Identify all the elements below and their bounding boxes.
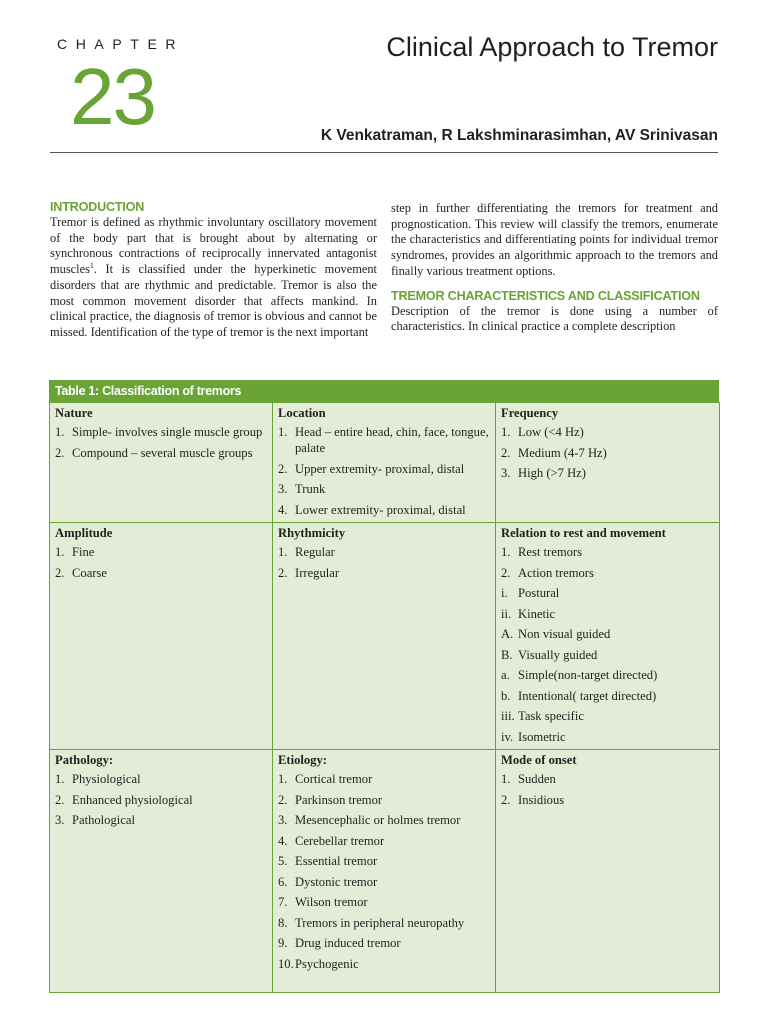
table-cell: [50, 523, 273, 750]
list-marker: 1.: [55, 545, 65, 559]
list-item-text: Drug induced tremor: [295, 936, 401, 950]
list-marker: 2.: [278, 792, 288, 807]
cell-list: [50, 771, 272, 828]
left-column: [50, 199, 377, 341]
table-cell: [50, 403, 273, 523]
list-marker: 1.: [55, 772, 65, 786]
table-cell: [50, 750, 273, 993]
list-item: [273, 894, 495, 910]
list-item-text: Tremors in peripheral neuropathy: [295, 915, 465, 930]
list-item: [273, 915, 495, 931]
list-item-text: Pathological: [72, 813, 135, 827]
list-marker: 1.: [278, 425, 288, 439]
list-item: [273, 461, 495, 477]
list-marker: 2.: [55, 445, 65, 460]
list-item: [273, 771, 495, 787]
list-item-text: Kinetic: [518, 606, 556, 621]
list-marker: 2.: [55, 565, 65, 580]
table-cell: [273, 750, 496, 993]
list-marker: 2.: [278, 461, 288, 476]
list-item: [273, 935, 495, 951]
tremor-table: [49, 402, 720, 993]
list-marker: 1.: [501, 772, 511, 786]
list-item: [496, 424, 719, 440]
list-item: [496, 585, 719, 601]
list-marker: 1.: [278, 772, 288, 786]
list-item-text: Dystonic tremor: [295, 874, 378, 889]
list-item: [273, 956, 495, 972]
table-caption: Table 1: Classification of tremors: [49, 380, 719, 402]
list-marker: 2.: [55, 792, 65, 807]
table-cell: [496, 403, 720, 523]
list-item: [496, 708, 719, 724]
list-item-text: Lower extremity- proximal, distal: [295, 502, 466, 517]
list-item-text: Mesencephalic or holmes tremor: [295, 813, 461, 827]
table-cell: [496, 750, 720, 993]
list-marker: 3.: [501, 466, 511, 480]
list-item-text: Cortical tremor: [295, 772, 373, 786]
cell-heading: Pathology:: [55, 753, 114, 767]
list-item-text: High (>7 Hz): [518, 466, 586, 480]
list-item: [273, 502, 495, 518]
table-cell: [273, 403, 496, 523]
list-item-text: Irregular: [295, 565, 340, 580]
list-item: [273, 544, 495, 560]
list-item: [50, 565, 272, 581]
list-item-text: Isometric: [518, 729, 566, 744]
list-marker: 4.: [278, 833, 288, 848]
list-marker: i.: [501, 586, 508, 600]
list-item-text: Enhanced physiological: [72, 792, 193, 807]
list-marker: 3.: [278, 482, 288, 496]
list-item-text: Fine: [72, 545, 95, 559]
list-marker: 1.: [501, 545, 511, 559]
list-item-text: Action tremors: [518, 565, 594, 580]
intro-text-part-1: Tremor is defined as rhythmic involuntary oscillatory movement of the body part that is brought about by alternating or synchronous contractions of reciprocally innervated antagonist muscles: [50, 215, 377, 277]
cell-list: [50, 544, 272, 581]
cell-heading: Mode of onset: [501, 753, 577, 767]
characteristics-paragraph: Description of the tremor is done using a number of characteristics. In clinical practice a complete description: [391, 303, 718, 334]
list-marker: 8.: [278, 915, 288, 930]
list-item: [496, 626, 719, 642]
list-item: [496, 729, 719, 745]
list-marker: 1.: [55, 425, 65, 439]
list-item-text: Low (<4 Hz): [518, 425, 584, 439]
list-item-text: Essential tremor: [295, 854, 378, 868]
cell-list: [273, 544, 495, 581]
list-marker: 4.: [278, 502, 288, 517]
table-cell: [273, 523, 496, 750]
list-item-text: Head – entire head, chin, face, tongue, palate: [295, 425, 489, 455]
list-marker: 6.: [278, 874, 288, 889]
cell-list: [496, 424, 719, 481]
list-item: [273, 833, 495, 849]
cell-heading: Rhythmicity: [278, 526, 346, 540]
cell-list: [50, 424, 272, 461]
cell-heading: Relation to rest and movement: [501, 526, 666, 540]
list-item: [496, 606, 719, 622]
list-item-text: Regular: [295, 545, 335, 559]
list-item-text: Intentional( target directed): [518, 688, 657, 703]
list-marker: 9.: [278, 936, 288, 950]
introduction-continuation: step in further differentiating the tremors for treatment and prognostication. This review will classify the tremors, enumerate the characteristics and differentiating points for individual tremor syndromes, provides an algorithmic approach to the tremors and finally various treatment options.: [391, 201, 718, 278]
cell-heading: Amplitude: [55, 526, 113, 540]
list-marker: 3.: [55, 813, 65, 827]
list-item-text: Non visual guided: [518, 627, 611, 641]
list-item: [50, 771, 272, 787]
list-item-text: Simple- involves single muscle group: [72, 425, 263, 439]
list-item: [496, 465, 719, 481]
list-item: [496, 771, 719, 787]
cell-heading: Nature: [55, 406, 93, 420]
list-marker: 2.: [501, 565, 511, 580]
introduction-paragraph: [50, 215, 377, 341]
authors: K Venkatraman, R Lakshminarasimhan, AV Srinivasan: [320, 127, 718, 144]
list-item: [50, 812, 272, 828]
list-item: [273, 424, 495, 456]
table-row: [50, 523, 720, 750]
list-item: [273, 853, 495, 869]
list-marker: iii.: [501, 709, 515, 723]
introduction-heading: INTRODUCTION: [50, 200, 145, 214]
list-item: [273, 874, 495, 890]
page-title: Clinical Approach to Tremor: [386, 32, 718, 62]
table-cell: [496, 523, 720, 750]
cell-heading: Frequency: [501, 406, 559, 420]
list-item: [273, 792, 495, 808]
list-item-text: Sudden: [518, 772, 556, 786]
list-item: [50, 445, 272, 461]
cell-list: [496, 544, 719, 745]
list-marker: 2.: [501, 792, 511, 807]
list-item-text: Simple(non-target directed): [518, 668, 658, 682]
list-item: [496, 445, 719, 461]
list-item: [50, 792, 272, 808]
right-column: [391, 201, 718, 335]
cell-heading: Etiology:: [278, 753, 327, 767]
list-item-text: Compound – several muscle groups: [72, 445, 253, 460]
list-marker: b.: [501, 688, 511, 703]
list-item: [496, 688, 719, 704]
list-marker: ii.: [501, 606, 512, 621]
list-item-text: Trunk: [295, 482, 326, 496]
list-item: [496, 544, 719, 560]
list-item-text: Psychogenic: [295, 956, 359, 971]
list-item-text: Physiological: [72, 772, 141, 786]
list-marker: 7.: [278, 895, 288, 909]
list-marker: A.: [501, 627, 514, 641]
list-item-text: Coarse: [72, 565, 107, 580]
list-item: [496, 792, 719, 808]
list-item-text: Parkinson tremor: [295, 792, 383, 807]
list-marker: 3.: [278, 813, 288, 827]
list-marker: 2.: [501, 445, 511, 460]
list-marker: 10.: [278, 956, 294, 971]
intro-text-part-2: . It is classified under the hyperkinetic movement disorders that are rhythmic and predictable. Tremor is also the most common movement disorder that affects mankind. In clinical practice, the diagnosis of tremor is obvious and cannot be missed. Identification of the type of tremor is the next important: [50, 262, 377, 339]
chapter-label: CHAPTER: [57, 36, 185, 52]
list-marker: B.: [501, 647, 513, 662]
list-item-text: Wilson tremor: [295, 895, 368, 909]
list-item: [50, 544, 272, 560]
list-item-text: Cerebellar tremor: [295, 833, 385, 848]
list-item: [273, 812, 495, 828]
list-item: [496, 667, 719, 683]
list-item-text: Visually guided: [518, 647, 598, 662]
list-item: [496, 647, 719, 663]
chapter-number: 23: [70, 52, 155, 141]
list-marker: 1.: [278, 545, 288, 559]
list-item-text: Medium (4-7 Hz): [518, 445, 607, 460]
list-marker: 1.: [501, 425, 511, 439]
table-row: [50, 403, 720, 523]
list-item-text: Insidious: [518, 792, 565, 807]
list-item-text: Postural: [518, 586, 560, 600]
list-item: [496, 565, 719, 581]
list-marker: 2.: [278, 565, 288, 580]
list-item: [273, 481, 495, 497]
list-marker: 5.: [278, 854, 288, 868]
cell-list: [273, 771, 495, 972]
table-row: [50, 750, 720, 993]
classification-table: [49, 380, 719, 993]
characteristics-heading: TREMOR CHARACTERISTICS AND CLASSIFICATION: [391, 288, 700, 303]
list-item-text: Rest tremors: [518, 545, 583, 559]
cell-list: [496, 771, 719, 808]
header-divider: [50, 152, 718, 153]
list-item: [50, 424, 272, 440]
cell-heading: Location: [278, 406, 326, 420]
list-marker: a.: [501, 668, 510, 682]
cell-list: [273, 424, 495, 518]
list-item-text: Upper extremity- proximal, distal: [295, 461, 465, 476]
reference-marker: 1: [89, 260, 94, 270]
list-item-text: Task specific: [518, 709, 584, 723]
list-item: [273, 565, 495, 581]
list-marker: iv.: [501, 729, 514, 744]
